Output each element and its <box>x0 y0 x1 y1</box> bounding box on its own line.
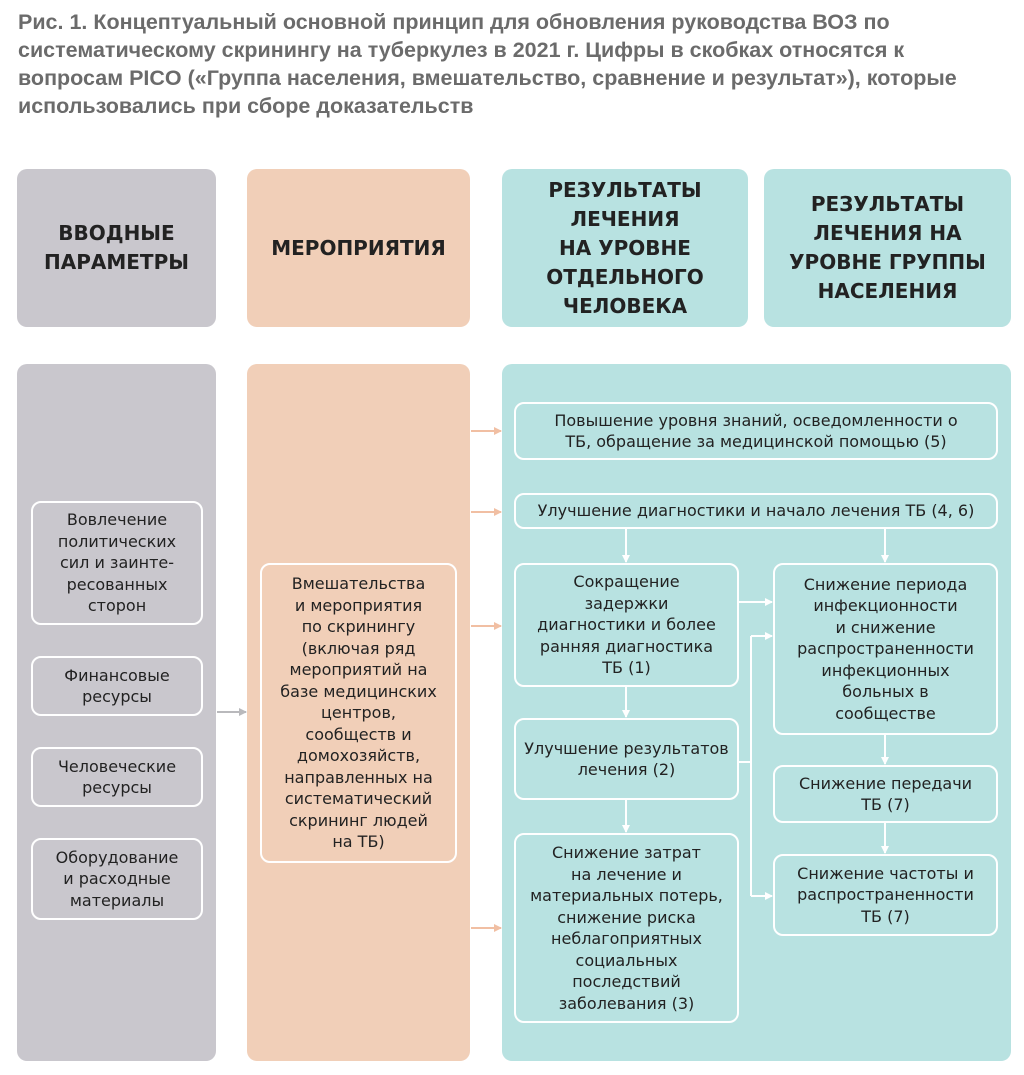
input-equipment-supplies: Оборудование и расходные материалы <box>31 838 203 920</box>
input-financial-resources: Финансовые ресурсы <box>31 656 203 716</box>
outcome-costs-reduction: Снижение затрат на лечение и материальных потерь, снижение риска неблагоприятных социальных последствий заболевания (3) <box>514 833 739 1023</box>
outcome-infectious-period: Снижение периода инфекционности и снижение распространенности инфекционных больных в сообществе <box>773 563 998 735</box>
outcome-incidence: Снижение частоты и распространенности ТБ (7) <box>773 854 998 936</box>
header-activities: МЕРОПРИЯТИЯ <box>247 169 470 327</box>
outcome-transmission: Снижение передачи ТБ (7) <box>773 765 998 823</box>
header-individual-outcomes: РЕЗУЛЬТАТЫ ЛЕЧЕНИЯ НА УРОВНЕ ОТДЕЛЬНОГО ЧЕЛОВЕКА <box>502 169 748 327</box>
header-population-outcomes: РЕЗУЛЬТАТЫ ЛЕЧЕНИЯ НА УРОВНЕ ГРУППЫ НАСЕЛЕНИЯ <box>764 169 1011 327</box>
header-inputs: ВВОДНЫЕ ПАРАМЕТРЫ <box>17 169 216 327</box>
figure-caption: Рис. 1. Концептуальный основной принцип для обновления руководства ВОЗ по систематическому скринингу на туберкулез в 2021 г. Цифры в скобках относятся к вопросам PICO («Группа населения, вмешательство, сравнение и результат»), которые использовались при сборе доказательств <box>18 10 957 118</box>
outcome-diagnosis: Улучшение диагностики и начало лечения ТБ (4, 6) <box>514 493 998 529</box>
outcome-diagnostic-delay: Сокращение задержки диагностики и более ранняя диагностика ТБ (1) <box>514 563 739 687</box>
input-political-engagement: Вовлечение политических сил и заинте- ресованных сторон <box>31 501 203 625</box>
outcome-treatment-results: Улучшение результатов лечения (2) <box>514 718 739 800</box>
input-human-resources: Человеческие ресурсы <box>31 747 203 807</box>
outcome-awareness: Повышение уровня знаний, осведомленности о ТБ, обращение за медицинской помощью (5) <box>514 402 998 460</box>
activity-screening-interventions: Вмешательства и мероприятия по скринингу (включая ряд мероприятий на базе медицинских центров, сообществ и домохозяйств, направленных на систематический скрининг людей на ТБ) <box>260 563 457 863</box>
